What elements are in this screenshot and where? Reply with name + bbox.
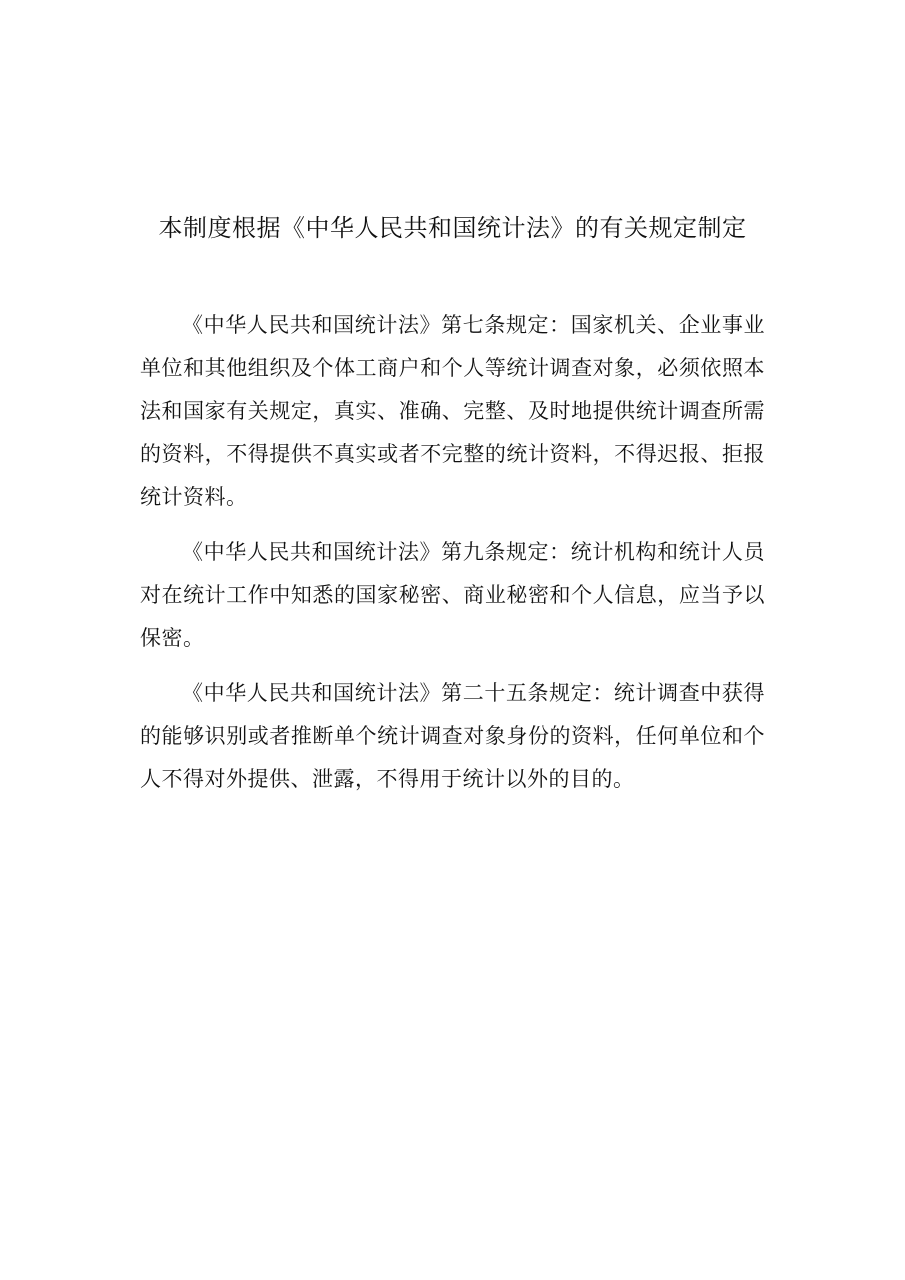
document-title: 本制度根据《中华人民共和国统计法》的有关规定制定 <box>158 214 747 242</box>
clause-article-25: 《中华人民共和国统计法》第二十五条规定：统计调查中获得的能够识别或者推断单个统计调查对象身份的资料，任何单位和个人不得对外提供、泄露，不得用于统计以外的目的。 <box>140 681 765 791</box>
clause-article-7: 《中华人民共和国统计法》第七条规定：国家机关、企业事业单位和其他组织及个体工商户和个人等统计调查对象，必须依照本法和国家有关规定，真实、准确、完整、及时地提供统计调查所需的资料，不得提供不真实或者不完整的统计资料，不得迟报、拒报统计资料。 <box>140 313 765 509</box>
clause-article-9: 《中华人民共和国统计法》第九条规定：统计机构和统计人员对在统计工作中知悉的国家秘密、商业秘密和个人信息，应当予以保密。 <box>140 540 765 650</box>
